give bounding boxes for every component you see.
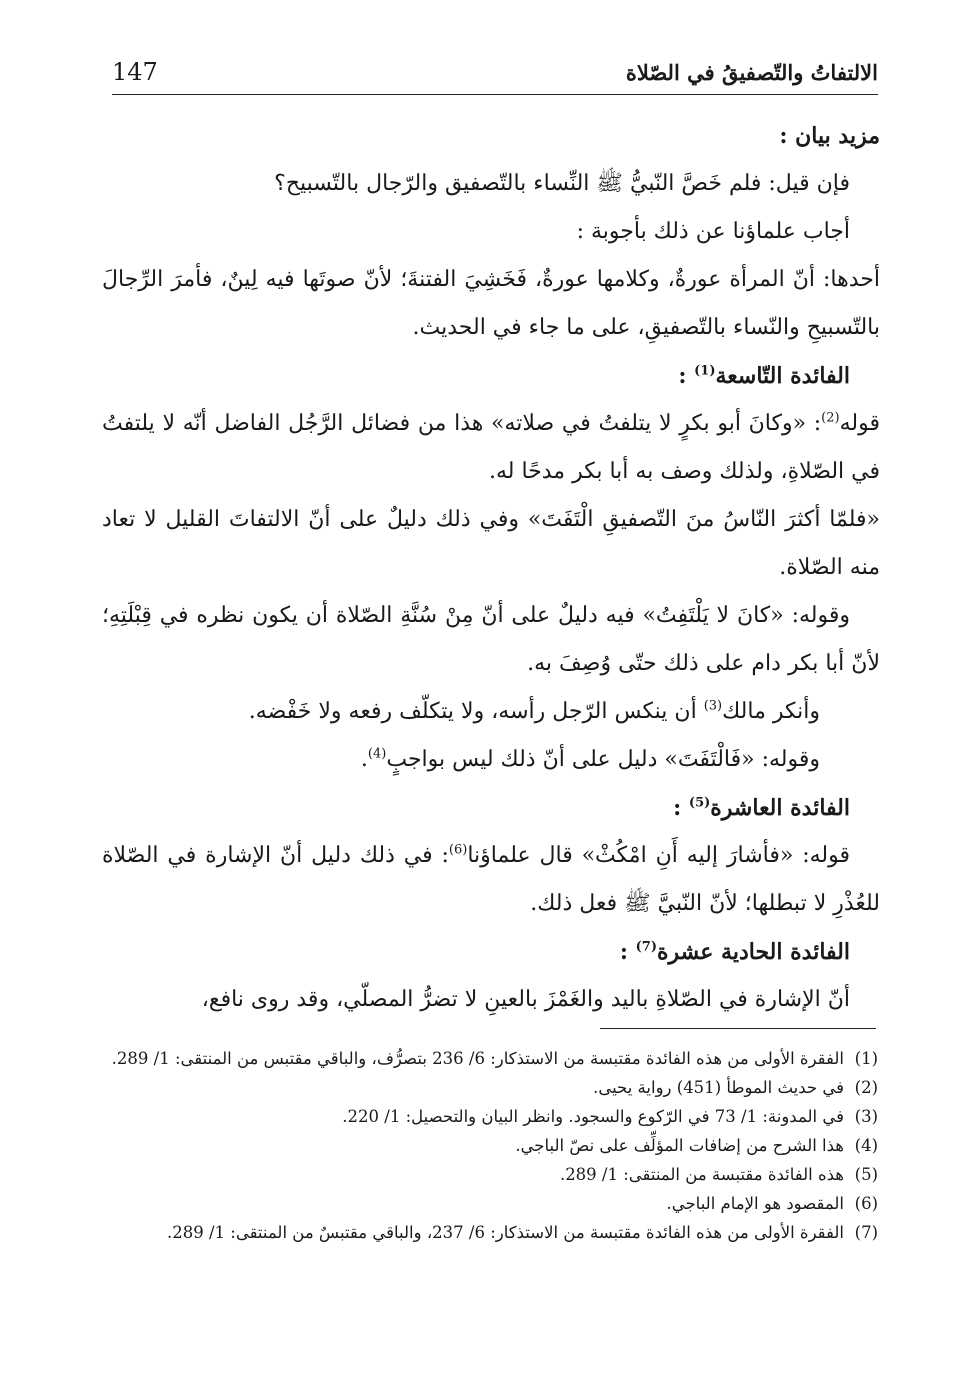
footnote-text: في حديث الموطأ (451) رواية يحيى.: [593, 1078, 844, 1097]
footnote-text: هذه الفائدة مقتبسة من المنتقى: 1/ 289.: [559, 1165, 844, 1184]
footnote-ref: (1): [694, 363, 716, 379]
text-span: .: [360, 747, 368, 772]
heading-text: الفائدة العاشرة: [710, 795, 850, 821]
footnote-ref: (2): [821, 410, 840, 426]
footnote-rule: [600, 1028, 876, 1029]
footnote: [100, 1102, 878, 1131]
footnote-text: الفقرة الأولى من هذه الفائدة مقتبسة من الاستذكار: 6/ 237، والباقي مقتبسٌ من المنتقى: 1/ 289.: [166, 1223, 844, 1242]
text-span: : في ذلك دليل أنّ الإشارة في الصّلاة للعُذْرِ لا تبطلها؛ لأنّ النّبيَّ ﷺ فعل ذلك.: [102, 843, 880, 916]
paragraph-question: فإن قيل: فلم خَصَّ النّبيُّ ﷺ النِّساء بالتّصفيق والرّجال بالتّسبيح؟: [274, 171, 850, 196]
paragraph-not-turning: وقوله: «كانَ لا يَلْتَفِتُ» فيه دليلٌ على أنّ مِنْ سُنَّةِ الصّلاة أن يكون نظره في قِبْلَتِهِ؛ لأنّ أبا بكر دام على ذلك حتّى وُصِفَ به.: [102, 603, 880, 676]
paragraph-hand-gesture: أنّ الإشارة في الصّلاةِ باليد والغَمْزَ بالعينِ لا تضرُّ المصلّي، وقد روى نافع،: [201, 987, 850, 1012]
footnote-number: (6): [854, 1194, 878, 1213]
footnote-number: (5): [854, 1165, 878, 1184]
text-span: : «وكانَ أبو بكرٍ لا يتلفتُ في صلاته» هذا من فضائل الرَّجُل الفاضل أنّه لا يلتفتُ في الصّلاةِ، ولذلك وصف به أبا بكر مدحًا له.: [102, 411, 880, 484]
paragraph-turning: «فلمّا أكثرَ النّاسُ منَ التّصفيقِ الْتَفَتَ» وفي ذلك دليلٌ على أنّ الالتفاتَ القليل لا تعاد منه الصّلاة.: [102, 507, 880, 580]
text-span: أن ينكس الرّجل رأسه، ولا يتكلّف رفعه ولا خَفْضه.: [248, 699, 704, 724]
paragraph-gesture: [102, 832, 880, 928]
footnotes: [100, 1044, 878, 1247]
heading-ninth-benefit: [102, 352, 880, 400]
paragraph-not-obligatory: [102, 736, 880, 784]
footnote-number: (4): [854, 1136, 878, 1155]
heading-eleventh-benefit: [102, 928, 880, 976]
footnote-ref: (4): [367, 746, 387, 762]
text-span: وقوله: «فَالْتَفَتَ» دليل على أنّ ذلك ليس بواجبٍ: [386, 747, 820, 772]
main-text: [102, 112, 880, 1024]
footnote-ref: (3): [703, 698, 723, 714]
footnote-number: (1): [854, 1049, 878, 1068]
footnote-text: الفقرة الأولى من هذه الفائدة مقتبسة من الاستذكار: 6/ 236 بتصرُّف، والباقي مقتبس من المنتقى: 1/ 289.: [111, 1049, 844, 1068]
page-number: 147: [112, 58, 158, 86]
heading-colon: :: [678, 363, 695, 389]
heading-text: الفائدة الحادية عشرة: [656, 939, 850, 965]
footnote: [100, 1218, 878, 1247]
paragraph-malik: [102, 688, 880, 736]
footnote: [100, 1073, 878, 1102]
heading-tenth-benefit: [102, 784, 880, 832]
text-span: قوله: [839, 411, 880, 436]
paragraph-abu-bakr: [102, 400, 880, 496]
footnote-ref: (6): [448, 842, 468, 858]
text-span: قوله: «فأشارَ إليه أَنِ امْكُثْ» قال علماؤنا: [467, 843, 850, 868]
paragraph-answer-intro: أجاب علماؤنا عن ذلك بأجوبة :: [576, 219, 850, 244]
running-head: الالتفاتُ والتّصفيقُ في الصّلاة: [625, 60, 878, 85]
footnote: [100, 1044, 878, 1073]
page-header: [112, 58, 878, 90]
footnote-text: في المدونة: 1/ 73 في الرّكوع والسجود. وانظر البيان والتحصيل: 1/ 220.: [342, 1107, 844, 1126]
footnote: [100, 1131, 878, 1160]
footnote-text: هذا الشرح من إضافات المؤلِّف على نصّ الباجي.: [515, 1136, 844, 1155]
footnote-ref: (5): [688, 795, 711, 811]
heading-colon: :: [673, 795, 689, 821]
heading-text: الفائدة التّاسعة: [715, 363, 850, 389]
footnote: [100, 1189, 878, 1218]
header-rule: [112, 94, 878, 95]
footnote-number: (3): [854, 1107, 878, 1126]
footnote-ref: (7): [635, 939, 657, 955]
text-span: وأنكر مالك: [722, 699, 820, 724]
footnote-number: (2): [854, 1078, 878, 1097]
heading-more-explanation: مزيد بيان :: [779, 123, 880, 149]
footnote: [100, 1160, 878, 1189]
footnote-number: (7): [854, 1223, 878, 1242]
paragraph-first-answer: أحدها: أنّ المرأة عورةٌ، وكلامها عورةٌ، فَخَشِيَ الفتنةَ؛ لأنّ صوتَها فيه لِينٌ، فأمرَ الرِّجالَ بالتّسبيحِ والنّساء بالتّصفيقِ، على ما جاء في الحديث.: [102, 267, 880, 340]
footnote-text: المقصود هو الإمام الباجي.: [666, 1194, 844, 1213]
heading-colon: :: [619, 939, 636, 965]
